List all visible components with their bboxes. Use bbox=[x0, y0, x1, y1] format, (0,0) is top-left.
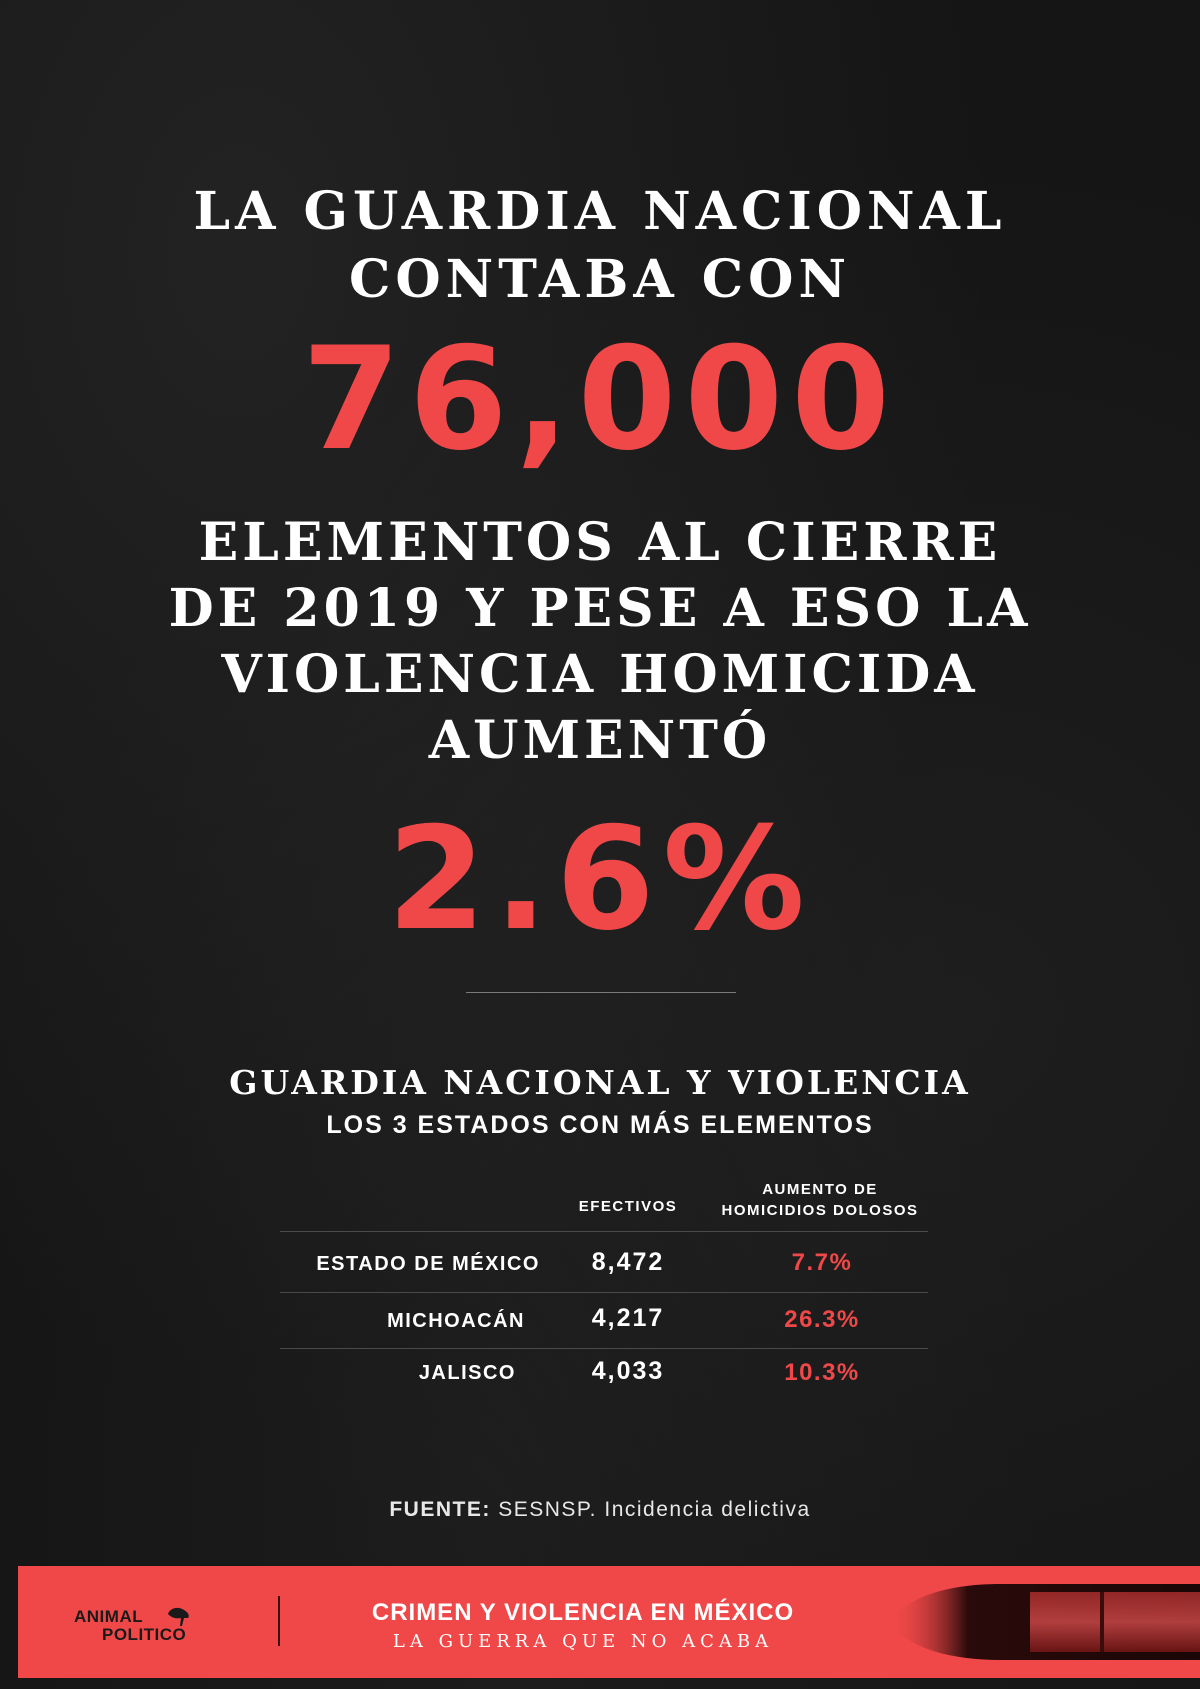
header-aumento-line-2: HOMICIDIOS DOLOSOS bbox=[721, 1202, 919, 1219]
efectivos-value: 4,033 bbox=[591, 1357, 665, 1385]
efectivos-value: 8,472 bbox=[591, 1248, 665, 1276]
headline-percent: 2.6% bbox=[387, 797, 813, 962]
aumento-value: 26.3% bbox=[784, 1306, 860, 1333]
source-text: SESNSP. Incidencia delictiva bbox=[490, 1498, 811, 1521]
headline-line-1: LA GUARDIA NACIONAL bbox=[193, 181, 1007, 242]
headline-line-2: CONTABA CON bbox=[348, 249, 852, 310]
footer-banner bbox=[18, 1566, 1200, 1678]
table-subtitle: LOS 3 ESTADOS CON MÁS ELEMENTOS bbox=[326, 1111, 874, 1139]
headline-line-3: ELEMENTOS AL CIERRE bbox=[198, 512, 1002, 573]
headline-middle bbox=[0, 510, 1200, 774]
aumento-value: 7.7% bbox=[791, 1249, 853, 1276]
table-title: GUARDIA NACIONAL Y VIOLENCIA bbox=[229, 1063, 971, 1102]
logo-text-line-2: POLITICO bbox=[102, 1625, 187, 1644]
state-name: MICHOACÁN bbox=[387, 1310, 525, 1332]
banner-subtitle: LA GUERRA QUE NO ACABA bbox=[392, 1631, 774, 1652]
banner-separator bbox=[278, 1596, 280, 1646]
logo-text-line-1: ANIMAL bbox=[74, 1607, 144, 1626]
headline-line-4: DE 2019 Y PESE A ESO LA bbox=[168, 578, 1032, 639]
headline-line-5: VIOLENCIA HOMICIDA bbox=[221, 644, 979, 705]
headline-line-6: AUMENTÓ bbox=[428, 710, 772, 771]
header-aumento-line-1: AUMENTO DE bbox=[762, 1181, 878, 1198]
state-name: JALISCO bbox=[418, 1362, 516, 1384]
source-label: FUENTE: bbox=[389, 1498, 491, 1521]
header-efectivos: EFECTIVOS bbox=[578, 1198, 678, 1215]
table-rule bbox=[280, 1231, 928, 1232]
header-aumento bbox=[700, 1179, 940, 1221]
banner-title: CRIMEN Y VIOLENCIA EN MÉXICO bbox=[371, 1599, 795, 1626]
aumento-value: 10.3% bbox=[784, 1359, 860, 1386]
source-note bbox=[0, 1498, 1200, 1522]
section-divider bbox=[466, 992, 736, 993]
state-name: ESTADO DE MÉXICO bbox=[316, 1253, 540, 1275]
efectivos-value: 4,217 bbox=[591, 1304, 665, 1332]
bullet-icon bbox=[870, 1572, 1200, 1672]
headline-top bbox=[0, 178, 1200, 314]
bird-icon bbox=[164, 1604, 192, 1630]
headline-number: 76,000 bbox=[302, 317, 898, 482]
table-rule bbox=[280, 1348, 928, 1349]
table-rule bbox=[280, 1292, 928, 1293]
animal-politico-logo bbox=[74, 1596, 204, 1652]
